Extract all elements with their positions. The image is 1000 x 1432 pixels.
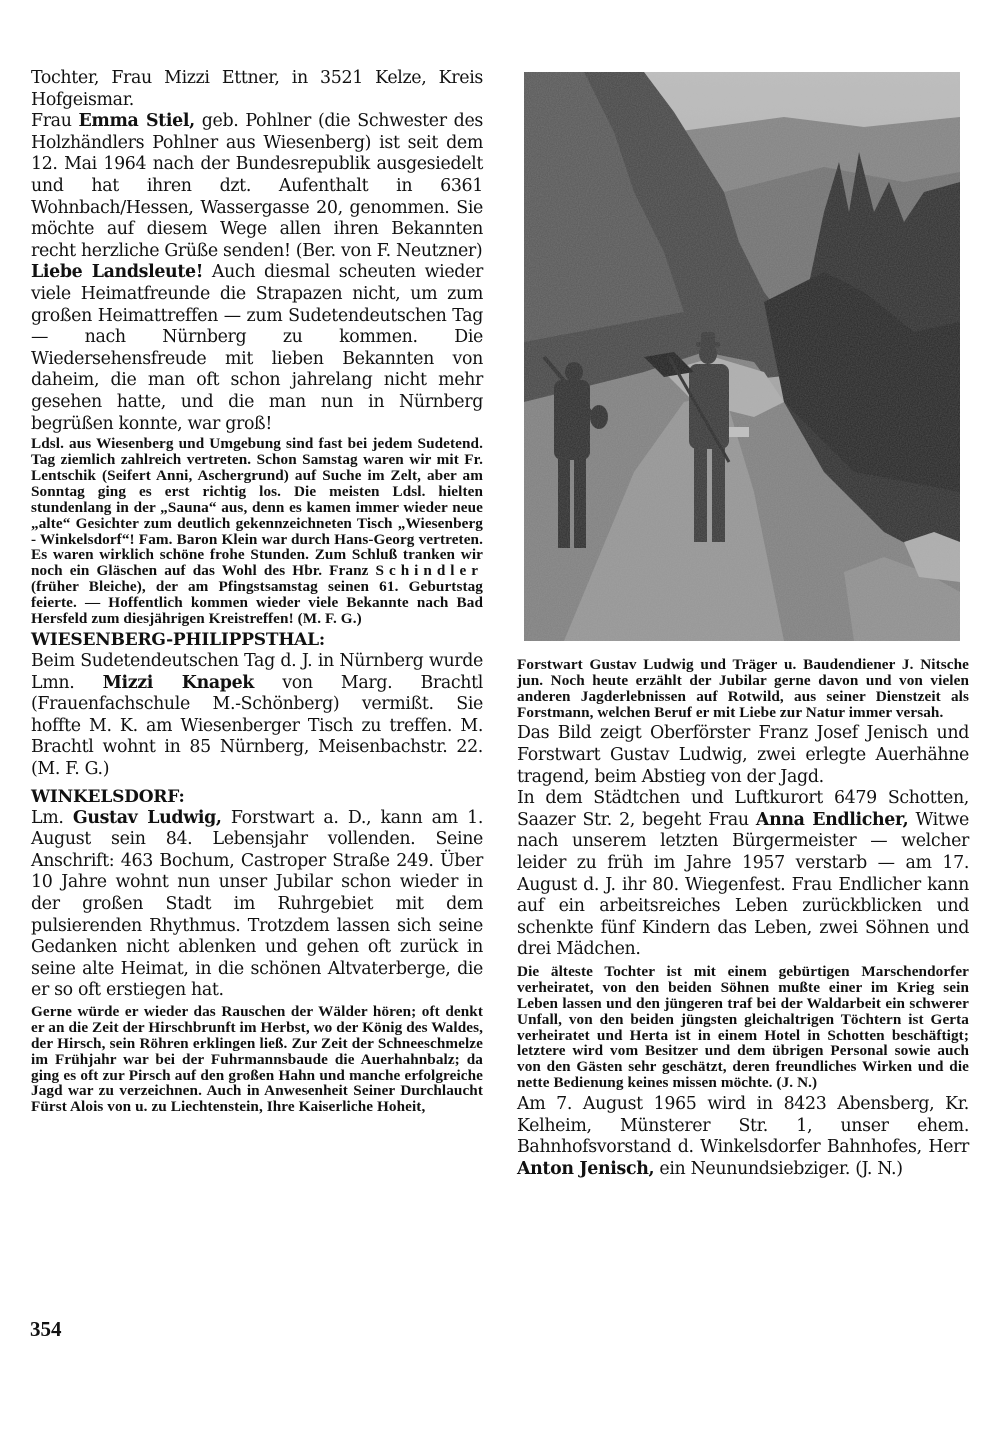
paragraph-anna-endlicher: [517, 788, 969, 961]
left-column: [31, 68, 483, 1115]
text: (früher Bleiche), der am Pfingstsamstag seinen 61. Geburtstag feierte. — Hoffentlich kommen wieder viele Bekannte nach Bad Hersfeld zum diesjährigen Kreistreffen! (M. F. G.): [31, 578, 483, 628]
text: Witwe nach unserem letzten Bürgermeister — welcher leider zu früh im Jahre 1957 verstarb — am 17. August d. J. ihr 80. Wiegenfest. Frau Endlicher kann auf ein arbeitsreiches Leben zurückblicken und schenkte fünf Kindern das Leben, zwei Söhnen und drei Mädchen.: [517, 809, 969, 960]
paragraph-emma-stiel: [31, 111, 483, 262]
text: Frau: [31, 111, 79, 132]
text: Lm.: [31, 807, 73, 828]
paragraph-anton-jenisch: [517, 1094, 969, 1180]
paragraph-liebe-landsleute: [31, 262, 483, 435]
paragraph-gustav-ludwig: [31, 808, 483, 1002]
text: Beim Sudetendeutschen Tag d. J. in Nürnberg wurde Lmn.: [31, 650, 483, 693]
text: Forstwart a. D., kann am 1. August sein 84. Lebensjahr vollenden. Seine Anschrift: 463 Bochum, Castroper Straße 249. Über 10 Jahre wohnt nun unser Jubilar schon wieder in der großen Stadt im Ruhrgebiet mit dem pulsierenden Rhythmus. Trotzdem lassen sich seine Gedanken nicht ablenken und gehen oft zurück in seine alte Heimat, in die schönen Altvaterberge, die er so oft erstiegen hat.: [31, 807, 483, 1001]
person-name: Anna Endlicher,: [755, 809, 909, 830]
text: Auch diesmal scheuten wieder viele Heimatfreunde die Strapazen nicht, um zum großen Heimattreffen — zum Sudetendeutschen Tag — nach Nürnberg zu kommen. Die Wiedersehensfreude mit lieben Bekannten von daheim, die man oft schon jahrelang nicht mehr gesehen hatte, und die man nun in Nürnberg begrüßen konnte, war groß!: [31, 262, 483, 434]
paragraph-mizzi-knapek: [31, 651, 483, 781]
text: Ldsl. aus Wiesenberg und Umgebung sind fast bei jedem Sudetend. Tag ziemlich zahlreich vertreten. Schon Samstag waren wir mit Fr. Lentschik (Seifert Anni, Aschergrund) auf Suche im Zelt, aber am Sonntag ging es erst richtig los. Die meisten Ldsl. hielten stundenlang in der „Sauna“ aus, denn es kamen immer wieder neue „alte“ Gesichter zum deutlich gekennzeichneten Tisch „Wiesenberg - Winkelsdorf“! Fam. Baron Klein war durch Hans-Georg vertreten. Es waren wirklich schöne frohe Stunden. Zum Schluß tranken wir noch ein Gläschen auf das Wohl des Hbr. Franz: [31, 435, 483, 580]
section-heading-wiesenberg-philippsthal: WIESENBERG-PHILIPPSTHAL:: [31, 629, 325, 650]
paragraph-bild-zeigt: Das Bild zeigt Oberförster Franz Josef Jenisch und Forstwart Gustav Ludwig, zwei erlegte Auerhähne tragend, beim Abstieg von der Jagd.: [517, 723, 969, 787]
photo-image: [524, 72, 960, 641]
person-name: Anton Jenisch,: [517, 1158, 655, 1179]
text: Am 7. August 1965 wird in 8423 Abensberg, Kr. Kelheim, Münsterer Str. 1, unser ehem. Bahnhofsvorstand d. Winkelsdorfer Bahnhofes, Herr: [517, 1094, 969, 1158]
paragraph-ldsl-report: [31, 436, 483, 627]
text: ein Neunundsiebziger. (J. N.): [654, 1158, 903, 1179]
paragraph-jagd-memories: Gerne würde er wieder das Rauschen der Wälder hören; oft denkt er an die Zeit der Hirschbrunft im Herbst, wo der König des Waldes, der Hirsch, sein Röhren erklingen ließ. Zur Zeit der Schneeschmelze im Frühjahr war bei der Fuhrmannsbaude die Auerhahnbalz; da ging es oft zur Pirsch auf den großen Hahn und manche erfolgreiche Jagd war zu verzeichnen. Auch in Anwesenheit Seiner Durchlaucht Fürst Alois von u. zu Liechtenstein, Ihre Kaiserliche Hoheit,: [31, 1002, 483, 1116]
paragraph-endlicher-children: Die älteste Tochter ist mit einem gebürtigen Marschendorfer verheiratet, von den beiden Söhnen mußte einer im Krieg sein Leben lassen und den jüngeren traf bei der Waldarbeit ein schwerer Unfall, von den beiden jüngsten gleichaltrigen Töchtern ist Gerta verheiratet und Herta ist in einem Hotel in Schotten beschäftigt; letztere wird vom Besitzer und dem übrigen Personal sowie auch von den Gästen sehr geschätzt, deren freundliches Wirken und die nette Bedienung keines missen möchte. (J. N.): [517, 962, 969, 1092]
person-name: Emma Stiel,: [78, 111, 195, 132]
text: von Marg. Brachtl (Frauenfachschule M.-Schönberg) vermißt. Sie hoffte M. K. am Wiesenberger Tisch zu treffen. M. Brachtl wohnt in 85 Nürnberg, Meisenbachstr. 22. (M. F. G.): [31, 672, 484, 779]
text: In dem Städtchen und Luftkurort 6479 Schotten, Saazer Str. 2, begeht Frau: [517, 788, 969, 830]
photo-hunters-forest-path: [524, 72, 960, 641]
salutation: Liebe Landsleute!: [31, 262, 204, 283]
person-name: Gustav Ludwig,: [72, 807, 222, 828]
person-name-spaced: Schindler: [375, 562, 483, 580]
page-number: 354: [30, 1317, 62, 1341]
photo-caption: Forstwart Gustav Ludwig und Träger u. Baudendiener J. Nitsche jun. Noch heute erzählt der Jubilar gerne davon und von vielen anderen Jagderlebnissen auf Rotwild, aus seiner Dienstzeit als Forstmann, welchen Beruf er mit Liebe zur Natur immer versah.: [517, 656, 969, 722]
section-heading-winkelsdorf: WINKELSDORF:: [31, 786, 185, 807]
person-name: Mizzi Knapek: [102, 672, 255, 693]
text: geb. Pohlner (die Schwester des Holzhändlers Pohlner aus Wiesenberg) ist seit dem 12. Mai 1964 nach der Bundesrepublik ausgesiedelt und hat ihren dzt. Aufenthalt in 6361 Wohnbach/Hessen, Wassergasse 20, genommen. Sie möchte auf diesem Wege allen ihren Bekannten recht herzliche Grüße senden! (Ber. von F. Neutzner): [31, 111, 483, 261]
right-column: [517, 72, 969, 1181]
paragraph-ettner: Tochter, Frau Mizzi Ettner, in 3521 Kelze, Kreis Hofgeismar.: [31, 68, 483, 110]
